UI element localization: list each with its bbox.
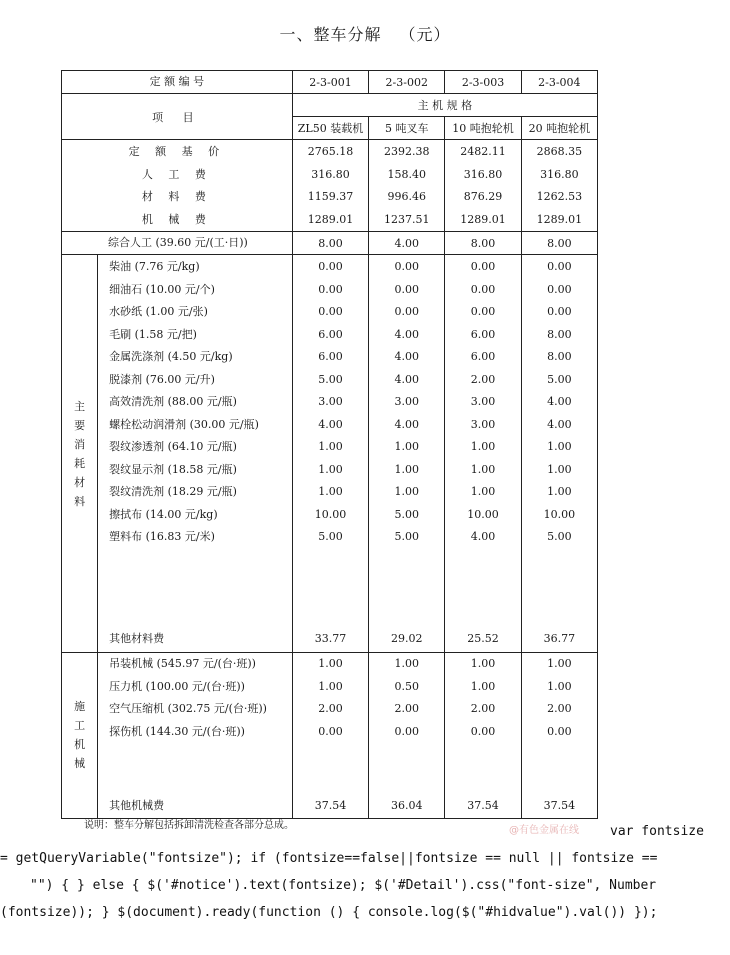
machinery-value: 2.00: [394, 702, 420, 715]
material-value: 4.00: [318, 417, 343, 431]
labor-value: 8.00: [292, 232, 368, 255]
material-value: 0.00: [470, 282, 496, 296]
cost-values-col: [369, 140, 445, 232]
material-value: 3.00: [470, 395, 496, 408]
cost-value: 1237.51: [384, 212, 430, 226]
material-value: 1.00: [318, 440, 343, 453]
code-cell: 2-3-003: [445, 71, 521, 94]
title-text: 一、整车分解: [279, 25, 382, 44]
machinery-value: 1.00: [547, 679, 572, 693]
labor-value: 8.00: [445, 232, 521, 255]
title-unit: （元）: [399, 25, 451, 44]
material-value: 0.00: [470, 305, 496, 318]
material-value: 0.00: [318, 305, 343, 318]
blank-space: [445, 549, 520, 628]
material-value: 0.00: [470, 260, 496, 273]
script-source-text: [0, 818, 730, 926]
material-value: 4.00: [547, 395, 572, 408]
other-machinery-value: 36.04: [391, 799, 423, 812]
quota-table: [61, 70, 598, 819]
item-header-label: 项 目: [62, 94, 293, 140]
machinery-value: 2.00: [470, 702, 496, 715]
other-materials-name: 其他材料费: [109, 631, 165, 645]
material-value: 0.00: [318, 260, 343, 273]
other-materials-value: 25.52: [467, 631, 499, 645]
material-name: 金属洗涤剂 (4.50 元/kg): [109, 350, 233, 363]
materials-values-col: [445, 255, 521, 653]
material-name: 擦拭布 (14.00 元/kg): [109, 507, 218, 521]
labor-value: 4.00: [369, 232, 445, 255]
materials-names-col: [98, 255, 293, 653]
material-value: 1.00: [318, 462, 343, 476]
material-name: 脱漆剂 (76.00 元/升): [109, 372, 215, 386]
machinery-values-col: [521, 653, 597, 819]
cost-label: 定 额 基 价: [128, 145, 226, 158]
machinery-value: 0.00: [470, 724, 496, 738]
cost-value: 1289.01: [460, 212, 506, 226]
machinery-name: 空气压缩机 (302.75 元/(台·班)): [109, 702, 267, 715]
machinery-value: 0.50: [394, 679, 420, 693]
material-value: 1.00: [470, 462, 496, 476]
material-value: 4.00: [547, 417, 572, 431]
material-value: 1.00: [547, 440, 572, 453]
material-value: 2.00: [470, 372, 496, 386]
machinery-value: 1.00: [470, 657, 496, 670]
code-cell: 2-3-002: [369, 71, 445, 94]
cost-value: 2482.11: [460, 145, 506, 158]
blank-space: [369, 743, 444, 795]
blank-space: [522, 743, 597, 795]
material-value: 5.00: [318, 530, 343, 543]
material-value: 1.00: [318, 485, 343, 498]
material-value: 1.00: [394, 462, 420, 476]
cost-label: 材 料 费: [141, 190, 212, 203]
machinery-value: 1.00: [470, 679, 496, 693]
machinery-value: 1.00: [318, 657, 343, 670]
material-name: 裂纹清洗剂 (18.29 元/瓶): [109, 485, 237, 498]
code-line: (fontsize)); } $(document).ready(function () { console.log($("#hidvalue").val()) });: [0, 905, 658, 920]
group-char: 主: [74, 399, 86, 413]
spec-cell: 20 吨抱轮机: [521, 117, 597, 140]
cost-value: 1289.01: [307, 212, 354, 226]
material-name: 裂纹显示剂 (18.58 元/瓶): [109, 462, 237, 476]
group-char: 材: [74, 475, 86, 489]
blank-space: [98, 549, 292, 628]
group-char: 要: [74, 418, 86, 432]
material-value: 3.00: [394, 395, 420, 408]
material-name: 裂纹渗透剂 (64.10 元/瓶): [109, 440, 237, 453]
labor-name: 综合人工 (39.60 元/(工·日)): [62, 232, 293, 255]
machinery-values-col: [369, 653, 445, 819]
page-title: [0, 22, 730, 45]
material-value: 4.00: [394, 327, 420, 341]
group-char: 械: [74, 757, 86, 771]
cost-value: 876.29: [463, 190, 503, 203]
cost-value: 316.80: [311, 167, 350, 181]
material-value: 0.00: [547, 260, 572, 273]
code-line: var fontsize: [610, 824, 704, 839]
other-materials-value: 33.77: [314, 631, 347, 645]
material-value: 4.00: [470, 530, 496, 543]
machinery-values-col: [292, 653, 368, 819]
watermark: @有色金属在线: [509, 825, 579, 836]
material-value: 1.00: [394, 440, 420, 453]
material-name: 螺栓松动润滑剂 (30.00 元/瓶): [109, 417, 259, 431]
material-value: 1.00: [470, 440, 496, 453]
cost-value: 2868.35: [536, 145, 583, 158]
material-value: 1.00: [547, 462, 572, 476]
spec-cell: ZL50 装载机: [292, 117, 368, 140]
materials-group-label: [62, 255, 98, 653]
material-value: 5.00: [547, 530, 572, 543]
machinery-value: 0.00: [394, 724, 420, 738]
blank-space: [445, 743, 520, 795]
material-value: 1.00: [547, 485, 572, 498]
material-name: 塑料布 (16.83 元/米): [109, 530, 215, 543]
cost-values-col: [521, 140, 597, 232]
material-name: 水砂纸 (1.00 元/张): [109, 305, 208, 318]
material-value: 0.00: [394, 260, 420, 273]
material-value: 1.00: [394, 485, 420, 498]
material-value: 3.00: [318, 395, 343, 408]
material-value: 10.00: [543, 507, 576, 521]
material-name: 细油石 (10.00 元/个): [109, 282, 215, 296]
group-char: 料: [74, 494, 86, 508]
other-machinery-name: 其他机械费: [109, 799, 165, 812]
cost-label: 人 工 费: [141, 167, 212, 181]
other-materials-value: 29.02: [391, 631, 423, 645]
code-line: "") { } else { $('#notice').text(fontsize); $('#Detail').css("font-size", Number: [30, 878, 657, 893]
material-value: 0.00: [318, 282, 343, 296]
machinery-name: 压力机 (100.00 元/(台·班)): [109, 679, 245, 693]
spec-cell: 5 吨叉车: [369, 117, 445, 140]
cost-value: 158.40: [387, 167, 427, 181]
machinery-name: 探伤机 (144.30 元/(台·班)): [109, 724, 245, 738]
material-value: 5.00: [318, 372, 343, 386]
material-value: 6.00: [318, 350, 343, 363]
material-value: 0.00: [547, 305, 572, 318]
material-value: 4.00: [394, 372, 420, 386]
machinery-value: 2.00: [547, 702, 572, 715]
labor-value: 8.00: [521, 232, 597, 255]
material-value: 5.00: [394, 507, 420, 521]
machinery-values-col: [445, 653, 521, 819]
material-value: 0.00: [394, 282, 420, 296]
material-value: 6.00: [470, 327, 496, 341]
material-value: 6.00: [470, 350, 496, 363]
cost-value: 1289.01: [536, 212, 583, 226]
materials-values-col: [292, 255, 368, 653]
cost-value: 1159.37: [307, 190, 354, 203]
blank-space: [522, 549, 597, 628]
cost-value: 316.80: [463, 167, 503, 181]
material-value: 0.00: [547, 282, 572, 296]
group-char: 机: [74, 738, 86, 752]
machinery-value: 0.00: [318, 724, 343, 738]
code-cell: 2-3-004: [521, 71, 597, 94]
material-name: 柴油 (7.76 元/kg): [109, 260, 200, 273]
materials-values-col: [369, 255, 445, 653]
blank-space: [293, 743, 368, 795]
material-value: 5.00: [394, 530, 420, 543]
material-value: 8.00: [547, 327, 572, 341]
machinery-names-col: [98, 653, 293, 819]
blank-space: [98, 743, 292, 795]
cost-values-col: [292, 140, 368, 232]
material-value: 4.00: [394, 417, 420, 431]
material-value: 1.00: [470, 485, 496, 498]
spec-header-label: 主 机 规 格: [292, 94, 597, 117]
material-value: 5.00: [547, 372, 572, 386]
other-materials-value: 36.77: [543, 631, 576, 645]
code-line: = getQueryVariable("fontsize"); if (fontsize==false||fontsize == null || fontsize ==: [0, 851, 658, 866]
table-note: 说明：整车分解包括拆卸清洗检查各部分总成。: [84, 820, 294, 831]
group-char: 消: [74, 437, 86, 451]
material-value: 8.00: [547, 350, 572, 363]
blank-space: [369, 549, 444, 628]
machinery-value: 1.00: [547, 657, 572, 670]
material-value: 10.00: [314, 507, 347, 521]
code-header-label: 定 额 编 号: [62, 71, 293, 94]
group-char: 耗: [74, 456, 86, 470]
spec-cell: 10 吨抱轮机: [445, 117, 521, 140]
material-value: 4.00: [394, 350, 420, 363]
code-cell: 2-3-001: [292, 71, 368, 94]
materials-values-col: [521, 255, 597, 653]
material-name: 毛刷 (1.58 元/把): [109, 327, 197, 341]
material-name: 高效清洗剂 (88.00 元/瓶): [109, 395, 237, 408]
machinery-value: 2.00: [318, 702, 343, 715]
machinery-value: 1.00: [318, 679, 343, 693]
cost-value: 2765.18: [307, 145, 354, 158]
cost-labels-cell: [62, 140, 293, 232]
material-value: 0.00: [394, 305, 420, 318]
blank-space: [293, 549, 368, 628]
material-value: 3.00: [470, 417, 496, 431]
other-machinery-value: 37.54: [543, 799, 576, 812]
other-machinery-value: 37.54: [467, 799, 499, 812]
group-char: 工: [74, 719, 86, 733]
machinery-value: 0.00: [547, 724, 572, 738]
cost-label: 机 械 费: [141, 212, 212, 226]
machinery-group-label: [62, 653, 98, 819]
material-value: 10.00: [467, 507, 499, 521]
machinery-name: 吊装机械 (545.97 元/(台·班)): [109, 657, 256, 670]
cost-values-col: [445, 140, 521, 232]
machinery-value: 1.00: [394, 657, 420, 670]
cost-value: 2392.38: [384, 145, 430, 158]
group-char: 施: [74, 700, 86, 714]
cost-value: 316.80: [540, 167, 579, 181]
material-value: 6.00: [318, 327, 343, 341]
other-machinery-value: 37.54: [314, 799, 347, 812]
cost-value: 1262.53: [536, 190, 583, 203]
cost-value: 996.46: [387, 190, 427, 203]
